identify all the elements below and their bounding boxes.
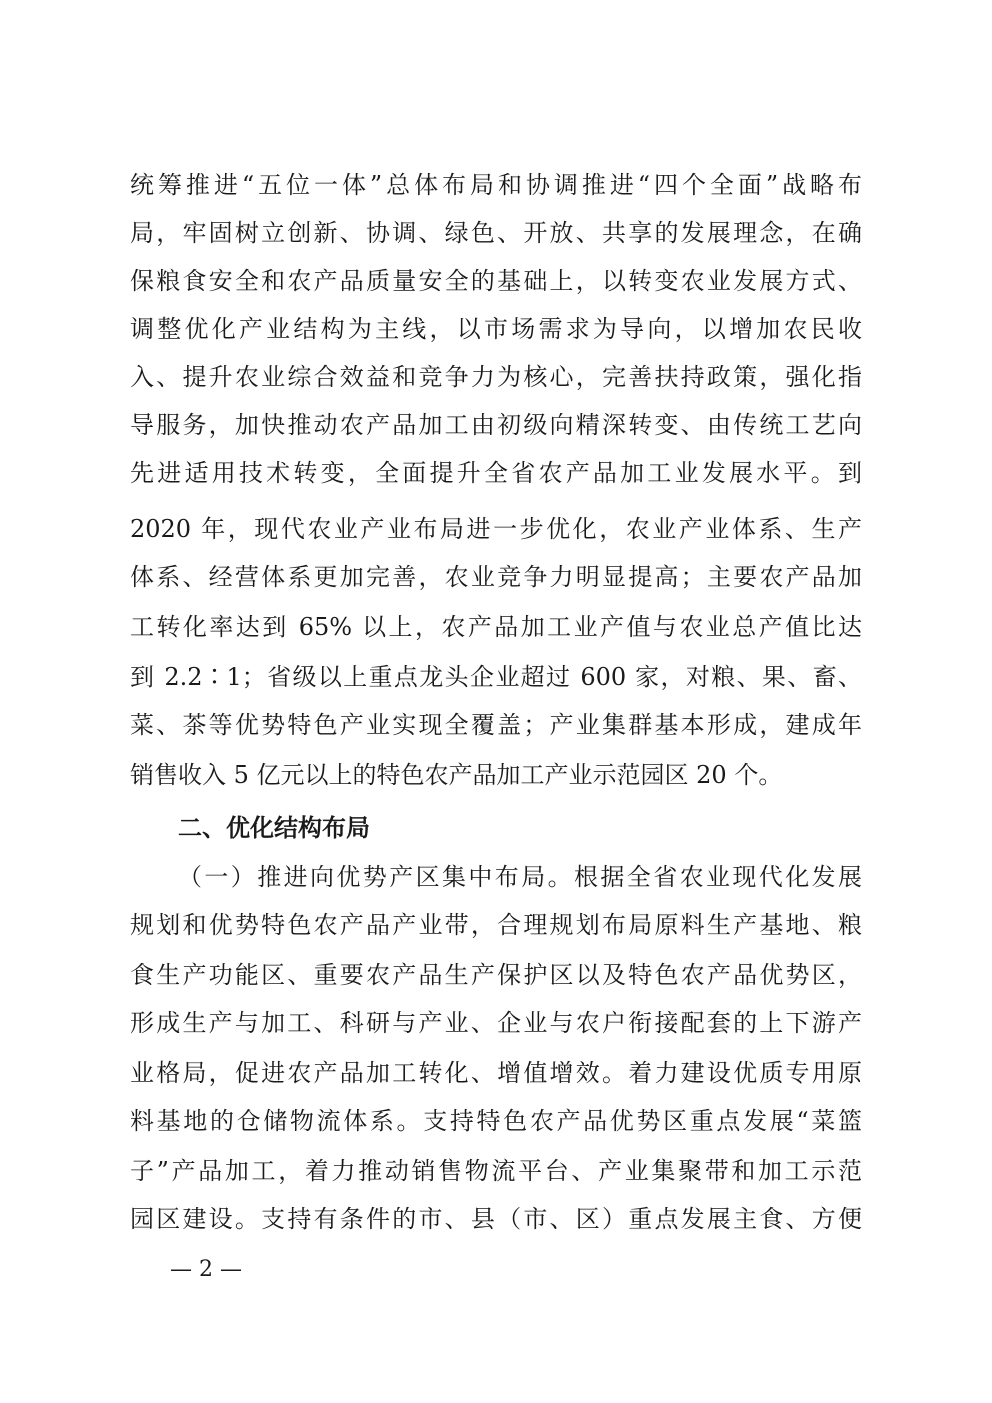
paragraph-line: 料基地的仓储物流体系。支持特色农产品优势区重点发展“菜篮 <box>130 1107 862 1135</box>
paragraph-line: （一）推进向优势产区集中布局。根据全省农业现代化发展 <box>178 863 862 891</box>
paragraph-line: 业格局，促进农产品加工转化、增值增效。着力建设优质专用原 <box>130 1059 862 1087</box>
paragraph-line: 食生产功能区、重要农产品生产保护区以及特色农产品优势区， <box>130 961 862 989</box>
section-heading: 二、优化结构布局 <box>178 814 370 842</box>
paragraph-line: 局，牢固树立创新、协调、绿色、开放、共享的发展理念，在确 <box>130 219 862 247</box>
paragraph-line: 统筹推进“五位一体”总体布局和协调推进“四个全面”战略布 <box>130 171 862 199</box>
paragraph-line: 销售收入 5 亿元以上的特色农产品加工产业示范园区 20 个。 <box>130 761 783 789</box>
page-number: — 2 — <box>170 1257 242 1282</box>
paragraph-line: 规划和优势特色农产品产业带，合理规划布局原料生产基地、粮 <box>130 911 862 939</box>
paragraph-line: 导服务，加快推动农产品加工由初级向精深转变、由传统工艺向 <box>130 411 862 439</box>
paragraph-line: 入、提升农业综合效益和竞争力为核心，完善扶持政策，强化指 <box>130 363 862 391</box>
paragraph-line: 园区建设。支持有条件的市、县（市、区）重点发展主食、方便 <box>130 1205 862 1233</box>
paragraph-line: 形成生产与加工、科研与产业、企业与农户衔接配套的上下游产 <box>130 1009 862 1037</box>
paragraph-line: 调整优化产业结构为主线，以市场需求为导向，以增加农民收 <box>130 315 862 343</box>
paragraph-line: 工转化率达到 65% 以上，农产品加工业产值与农业总产值比达 <box>130 613 862 641</box>
paragraph-line: 子”产品加工，着力推动销售物流平台、产业集聚带和加工示范 <box>130 1157 862 1185</box>
paragraph-line: 菜、茶等优势特色产业实现全覆盖；产业集群基本形成，建成年 <box>130 711 862 739</box>
paragraph-line: 2020 年，现代农业产业布局进一步优化，农业产业体系、生产 <box>130 515 862 543</box>
paragraph-line: 体系、经营体系更加完善，农业竞争力明显提高；主要农产品加 <box>130 563 862 591</box>
paragraph-line: 先进适用技术转变，全面提升全省农产品加工业发展水平。到 <box>130 459 862 487</box>
paragraph-line: 保粮食安全和农产品质量安全的基础上，以转变农业发展方式、 <box>130 267 862 295</box>
paragraph-line: 到 2.2∶1；省级以上重点龙头企业超过 600 家，对粮、果、畜、 <box>130 663 862 691</box>
